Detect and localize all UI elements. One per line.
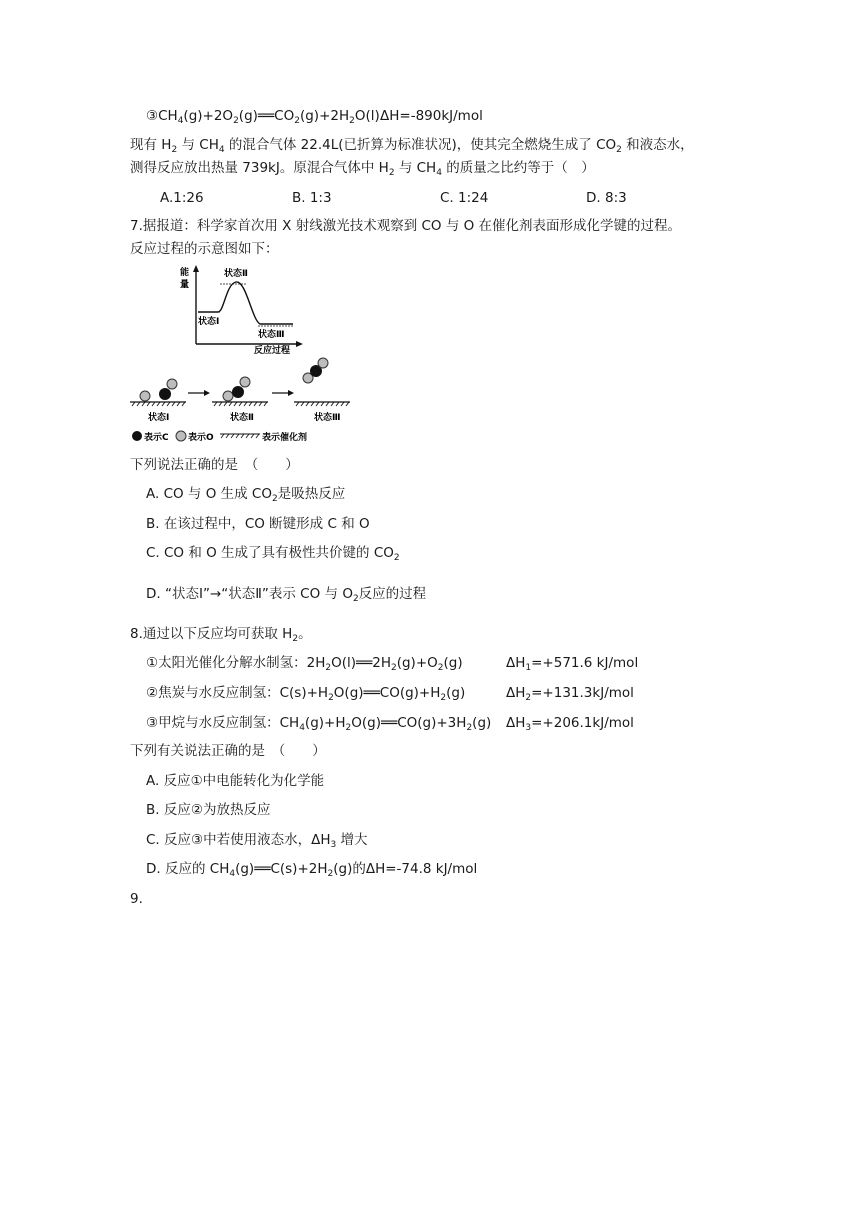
x-axis-arrow [296,341,303,347]
q8-reaction-2-enthalpy: $\Delta H_2=+131.3kJ$/mol [506,685,634,703]
energy-profile-plot [180,265,303,356]
carbon-atom [232,386,244,398]
q6-option-a: A.1:26 [160,190,204,206]
legend-catalyst: 表示催化剂 [262,433,308,443]
q6-line-1: 现有 $H_2$ 与 $CH_4$ 的混合气体 22.4L(已折算为标准状况)，使其完全燃烧生成了 $CO_2$ 和液态水， [130,137,694,155]
q8-option-d: D. 反应的 $CH_4(g)══C(s)+2H_2(g)$的ΔH=-74.8 kJ/mol [146,861,478,879]
oxygen-atom [223,391,233,401]
state3-label: 状态Ⅲ [314,413,341,423]
oxygen-atom [167,379,177,389]
q7-stem-1: 7.据报道：科学家首次用 X 射线激光技术观察到 CO 与 O 在催化剂表面形成化学键的过程。 [130,218,682,234]
q7-option-c: C. CO 和 O 生成了具有极性共价键的 $CO_2$ [146,545,400,563]
q8-option-c: C. 反应③中若使用液态水，$\Delta H_3$ 增大 [146,832,368,850]
q7-option-b: B. 在该过程中，CO 断键形成 C 和 O [146,516,370,532]
y-axis-label-2: 量 [180,280,190,290]
state1-illustration [130,379,186,423]
state2-illustration [212,377,268,423]
state1-label: 状态Ⅰ [148,413,170,423]
q9-label: 9. [130,891,143,907]
q8-reaction-3: ③甲烷与水反应制氢：$CH_4(g)+H_2O(g)══CO(g)+3H_2(g)$ [146,715,492,733]
reaction-diagram [128,262,368,447]
q8-reaction-1: ①太阳光催化分解水制氢：$2H_2O(l)══2H_2(g)+O_2(g)$ [146,655,463,673]
legend [132,431,307,443]
q8-reaction-3-enthalpy: $\Delta H_3=+206.1kJ$/mol [506,715,634,733]
q6-option-c: C. 1:24 [440,190,489,206]
x-axis-label: 反应过程 [254,346,291,356]
q8-ask: 下列有关说法正确的是 （ ） [130,743,326,759]
q7-stem-2: 反应过程的示意图如下： [130,241,279,257]
legend-oxygen: 表示O [188,433,214,443]
q6-option-d: D. 8:3 [586,190,627,206]
q6-line-2: 测得反应放出热量 739kJ。原混合气体中 $H_2$ 与 $CH_4$ 的质量之比约等于（ ） [130,160,595,178]
equation-3: $③CH_4(g)+2O_2(g)══CO_2(g)+2H_2O(l)$ [146,108,380,126]
plot-state1-label: 状态Ⅰ [198,317,220,327]
y-axis-label-1: 能 [180,268,190,278]
oxygen-atom [140,391,150,401]
plot-state3-label: 状态Ⅲ [258,330,285,340]
legend-carbon: 表示C [144,433,169,443]
q6-option-b: B. 1:3 [292,190,332,206]
q8-reaction-2: ②焦炭与水反应制氢：$C(s)+H_2O(g)══CO(g)+H_2(g)$ [146,685,466,703]
state3-illustration [294,358,350,423]
q8-option-b: B. 反应②为放热反应 [146,802,271,818]
q8-option-a: A. 反应①中电能转化为化学能 [146,773,325,789]
q7-option-d: D. “状态Ⅰ”→“状态Ⅱ”表示 CO 与 $O_2$反应的过程 [146,586,427,604]
plot-state2-label: 状态Ⅱ [224,269,248,279]
q7-option-a: A. CO 与 O 生成 $CO_2$是吸热反应 [146,486,346,504]
q7-ask: 下列说法正确的是 （ ） [130,457,299,473]
carbon-atom [159,388,171,400]
state2-label: 状态Ⅱ [230,413,254,423]
equation-3-enthalpy: ΔH=-890kJ/mol [380,108,483,124]
q8-reaction-1-enthalpy: $\Delta H_1=+571.6$ kJ/mol [506,655,639,673]
oxygen-atom [318,358,328,368]
q8-stem: 8.通过以下反应均可获取 $H_2$。 [130,626,312,644]
y-axis-arrow [193,265,199,272]
oxygen-atom [240,377,250,387]
